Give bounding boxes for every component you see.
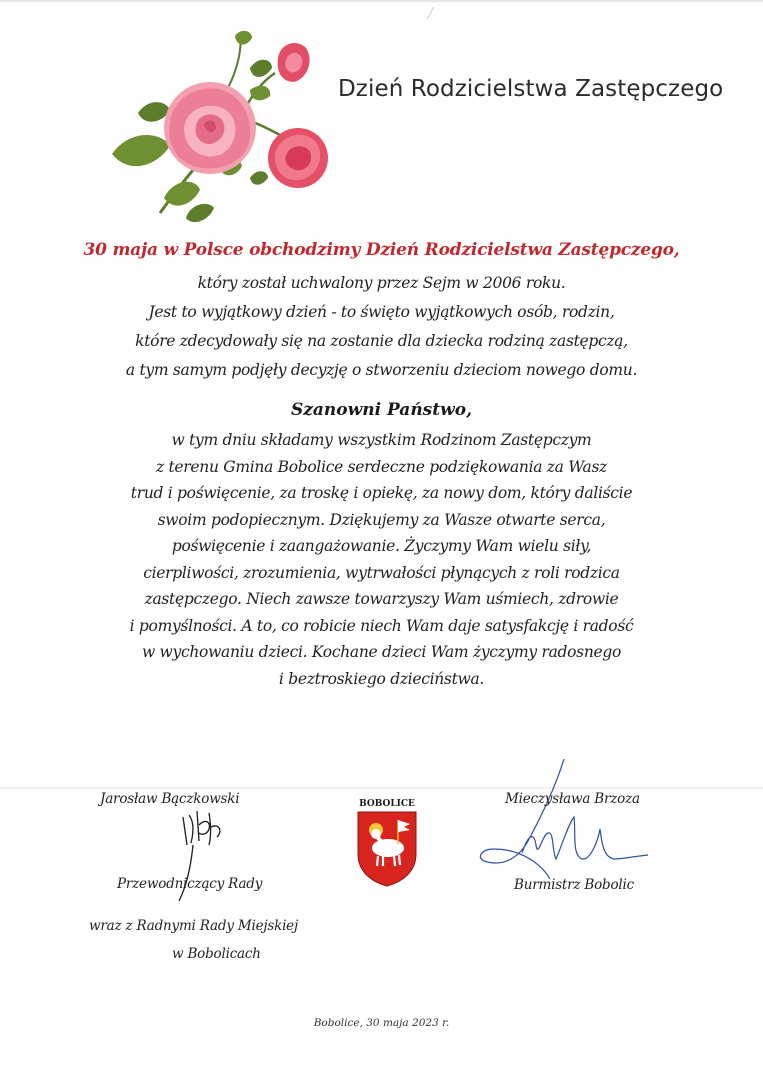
scan-edge-line bbox=[0, 0, 763, 2]
bobolice-crest-icon bbox=[352, 796, 422, 888]
body-paragraph bbox=[0, 427, 763, 692]
body-line: w tym dniu składamy wszystkim Rodzinom Zastępczym bbox=[171, 431, 592, 449]
intro-line: który został uchwalony przez Sejm w 2006 roku. bbox=[197, 274, 566, 292]
body-line: swoim podopiecznym. Dziękujemy za Wasze otwarte serca, bbox=[157, 510, 606, 529]
left-signatory-council-line2: w Bobolicach bbox=[172, 946, 261, 962]
body-line: zastępczego. Niech zawsze towarzyszy Wam uśmiech, zdrowie bbox=[144, 590, 619, 608]
intro-paragraph bbox=[0, 269, 763, 385]
left-signatory-role: Przewodniczący Rady bbox=[117, 876, 263, 892]
headline: 30 maja w Polsce obchodzimy Dzień Rodzicielstwa Zastępczego, bbox=[83, 240, 680, 260]
intro-line: które zdecydowały się na zostanie dla dziecka rodziną zastępczą, bbox=[135, 332, 628, 350]
right-signatory-role: Burmistrz Bobolic bbox=[514, 877, 635, 893]
body-line: z terenu Gmina Bobolice serdeczne podziękowania za Wasz bbox=[156, 457, 607, 476]
document-title: Dzień Rodzicielstwa Zastępczego bbox=[338, 76, 724, 102]
left-signatory-name: Jarosław Bączkowski bbox=[100, 791, 240, 807]
body-line: poświęcenie i zaangażowanie. Życzymy Wam wielu siły, bbox=[171, 537, 592, 555]
scan-mark bbox=[427, 7, 434, 20]
body-line: i pomyślności. A to, co robicie niech Wam daje satysfakcję i radość bbox=[129, 616, 634, 635]
body-line: w wychowaniu dzieci. Kochane dzieci Wam życzymy radosnego bbox=[141, 643, 622, 661]
intro-line: a tym samym podjęły decyzję o stworzeniu dzieciom nowego domu. bbox=[125, 361, 638, 379]
body-line: trud i poświęcenie, za troskę i opiekę, za nowy dom, który daliście bbox=[130, 484, 633, 502]
roses-illustration bbox=[100, 28, 340, 228]
date-line: Bobolice, 30 maja 2023 r. bbox=[313, 1017, 450, 1029]
greeting: Szanowni Państwo, bbox=[290, 400, 473, 420]
body-line: cierpliwości, zrozumienia, wytrwałości płynących z roli rodzica bbox=[143, 563, 620, 582]
right-signatory-name: Mieczysława Brzoza bbox=[505, 791, 640, 807]
right-handwritten-signature bbox=[472, 755, 652, 885]
body-line: i beztroskiego dzieciństwa. bbox=[278, 669, 485, 688]
crest-label: BOBOLICE bbox=[359, 799, 415, 809]
intro-line: Jest to wyjątkowy dzień - to święto wyjątkowych osób, rodzin, bbox=[148, 303, 615, 321]
left-signatory-council-line1: wraz z Radnymi Rady Miejskiej bbox=[89, 918, 298, 934]
